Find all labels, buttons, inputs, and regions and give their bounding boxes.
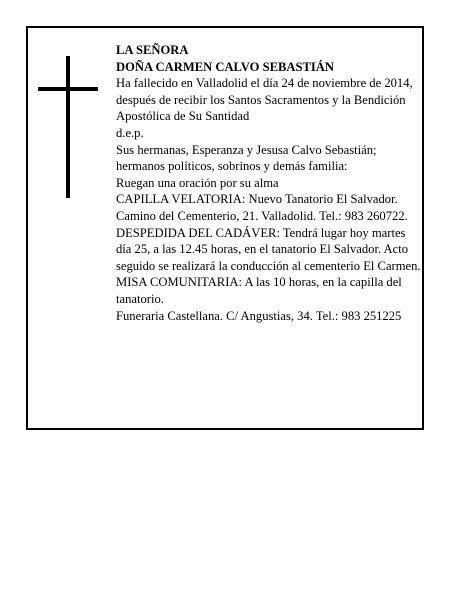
- notice-text: [116, 42, 421, 324]
- passing-paragraph: Ha fallecido en Valladolid el día 24 de noviembre de 2014, después de recibir los Santos Sacramentos y la Bendición Apostólica de Su Santidad: [116, 76, 413, 124]
- farewell-paragraph: DESPEDIDA DEL CADÁVER: Tendrá lugar hoy martes día 25, a las 12.45 horas, en el tanatorio El Salvador. Acto seguido se realizará la conducción al cementerio El Carmen.: [116, 225, 421, 273]
- rip-line: d.e.p.: [116, 125, 144, 140]
- prayer-line: Ruegan una oración por su alma: [116, 175, 279, 190]
- funeral-home-paragraph: Funeraria Castellana. C/ Angustias, 34. Tel.: 983 251225: [116, 308, 402, 323]
- chapel-paragraph: CAPILLA VELATORIA: Nuevo Tanatorio El Salvador. Camino del Cementerio, 21. Valladolid. Tel.: 983 260722.: [116, 192, 408, 223]
- mass-paragraph: MISA COMUNITARIA: A las 10 horas, en la capilla del tanatorio.: [116, 275, 402, 306]
- cross-horizontal-bar: [38, 87, 98, 91]
- obituary-notice: [26, 26, 424, 430]
- family-paragraph: Sus hermanas, Esperanza y Jesusa Calvo Sebastián; hermanos políticos, sobrinos y demás familia:: [116, 142, 377, 174]
- title-line-1: LA SEÑORA: [116, 43, 189, 57]
- title-line-2: DOÑA CARMEN CALVO SEBASTIÁN: [116, 59, 334, 74]
- cross-vertical-bar: [66, 56, 70, 198]
